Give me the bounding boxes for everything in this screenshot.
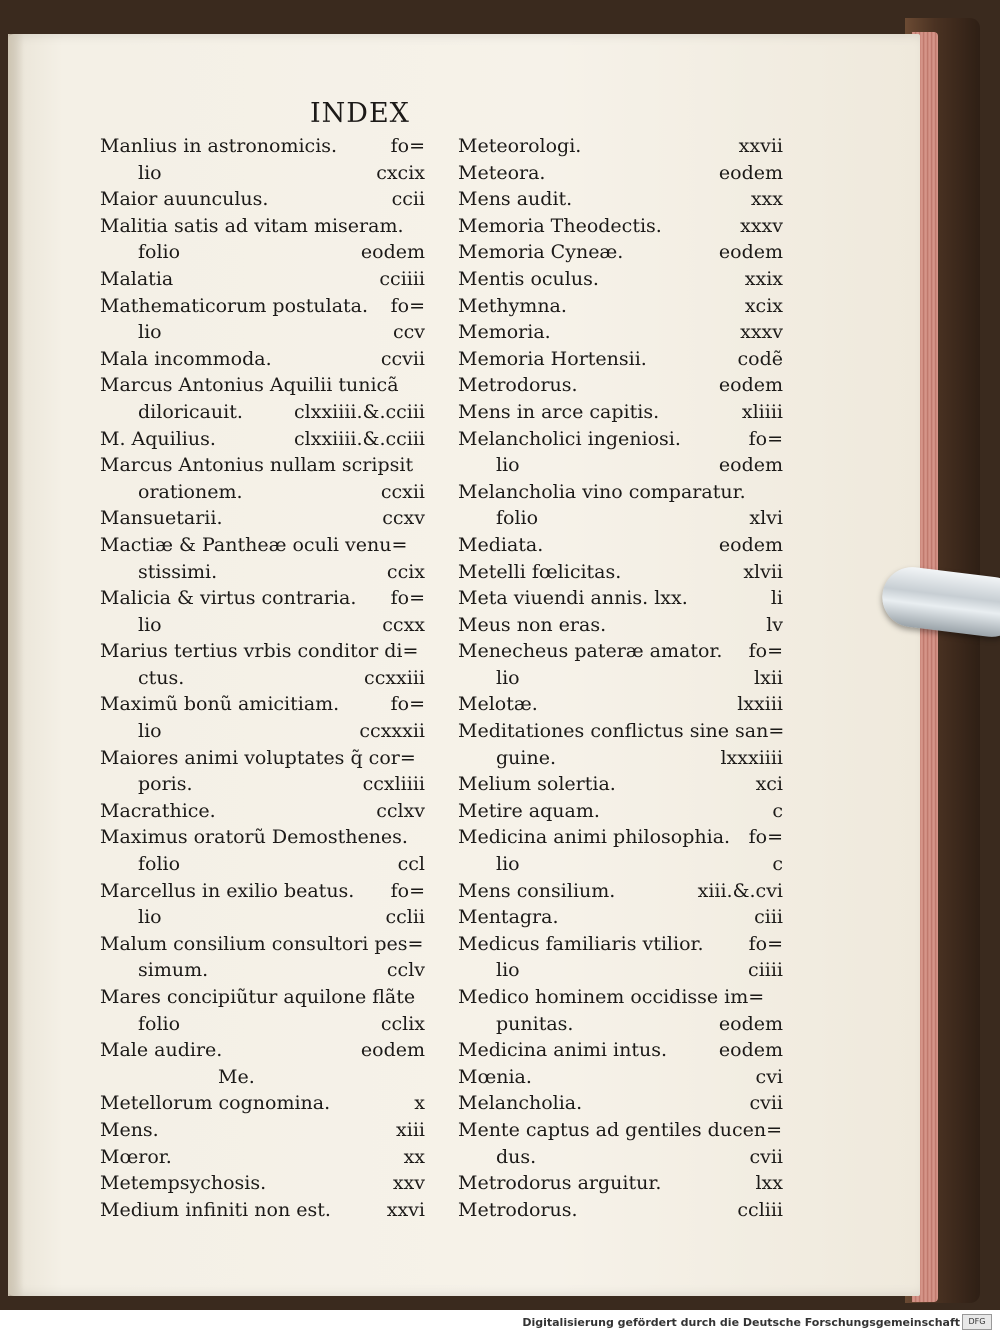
index-entry [100, 851, 425, 878]
index-entry-page: ccxv [382, 507, 425, 530]
index-entry [458, 957, 783, 984]
index-entry [100, 1090, 425, 1117]
index-entry-page: ccxliiii [362, 773, 425, 796]
index-entry-text: Manlius in astronomicis. [100, 135, 338, 157]
index-entry [100, 904, 425, 931]
index-entry [100, 186, 425, 213]
index-entry-text: lio [496, 959, 520, 982]
index-entry [100, 745, 425, 772]
index-entry-text: diloricauit. [138, 400, 243, 423]
index-entry-page: c [772, 799, 783, 822]
page-header: INDEX [310, 98, 410, 129]
index-entry [100, 665, 425, 692]
index-entry-page: li [770, 587, 783, 610]
index-entry-text: Medicina animi intus. [458, 1039, 668, 1062]
index-entry-text: lio [138, 906, 162, 929]
index-entry-page: xxvi [386, 1198, 425, 1221]
index-entry-text: stissimi. [138, 560, 218, 583]
index-entry [458, 1037, 783, 1064]
index-entry-page: cvi [755, 1065, 783, 1088]
index-entry-page: ccii [391, 188, 425, 211]
index-entry-text: Mente captus ad gentiles ducen= [458, 1118, 783, 1141]
index-entry-page: xlvi [749, 507, 783, 530]
index-entry [100, 1144, 425, 1171]
index-entry-page: lxx [755, 1172, 783, 1195]
index-entry-page: cvii [749, 1145, 783, 1168]
index-entry-text: dus. [496, 1145, 537, 1168]
index-entry-page: eodem [718, 533, 783, 556]
index-entry [458, 931, 783, 958]
index-entry [100, 984, 425, 1011]
index-entry-text: Metelli fœlicitas. [458, 560, 622, 583]
index-entry [100, 612, 425, 639]
index-entry-text: Melium solertia. [458, 773, 616, 796]
index-entry-page: eodem [718, 374, 783, 397]
index-entry-text: Mens audit. [458, 188, 573, 211]
index-entry-page: ccxx [382, 613, 425, 636]
index-entry [458, 771, 783, 798]
index-entry-text: Mathematicorum postulata. [100, 294, 369, 317]
index-entry-text: Maiores animi voluptates q̃ cor= [100, 746, 416, 769]
index-entry-page: xiii.&.cvi [697, 879, 783, 902]
index-entry-page: codẽ [737, 347, 783, 370]
index-entry [100, 559, 425, 586]
index-entry-text: Meus non eras. [458, 613, 607, 636]
index-entry [100, 239, 425, 266]
index-entry-text: Malum consilium consultori pes= [100, 932, 424, 955]
index-entry-text: Mares concipiũtur aquilone flãte [100, 986, 416, 1008]
index-entry [100, 133, 425, 160]
index-entry-text: Medicus familiaris vtilior. [458, 932, 704, 955]
index-entry-page: eodem [360, 1039, 425, 1062]
index-entry-text: Mens. [100, 1118, 159, 1141]
index-entry [458, 293, 783, 320]
index-entry [100, 372, 425, 399]
index-entry-text: folio [138, 1012, 181, 1035]
index-entry-page: ciii [754, 906, 783, 929]
index-entry-text: guine. [496, 746, 556, 769]
index-entry-page: cclii [385, 906, 425, 929]
index-entry-page: fo= [390, 587, 425, 610]
index-entry-page: xiii [396, 1118, 425, 1141]
index-entry-page: lxxxiiii [720, 746, 783, 769]
index-entry-page: lxxiii [737, 693, 783, 716]
index-entry-text: ctus. [138, 666, 185, 689]
index-entry-page: fo= [748, 640, 783, 663]
index-entry-text: Meta viuendi annis. lxx. [458, 587, 688, 610]
index-entry-page: cvii [749, 1092, 783, 1115]
index-entry-page: xxxv [740, 321, 783, 344]
index-entry-page: ccliii [737, 1198, 783, 1221]
index-entry-page: x [414, 1092, 425, 1115]
index-entry [458, 745, 783, 772]
index-entry [458, 612, 783, 639]
index-entry-page: xxxv [740, 214, 783, 237]
index-entry-page: cxcix [376, 161, 425, 184]
index-entry-page: eodem [718, 454, 783, 477]
index-entry [100, 346, 425, 373]
index-entry-page: eodem [718, 161, 783, 184]
index-entry-text: Mansuetarii. [100, 507, 223, 530]
index-entry-page: cclix [380, 1012, 425, 1035]
index-column-right [458, 133, 783, 1223]
index-entry [458, 1064, 783, 1091]
index-entry-page: fo= [390, 294, 425, 317]
index-entry-text: Medicina animi philosophia. [458, 826, 731, 849]
index-entry [100, 399, 425, 426]
index-entry [458, 479, 783, 506]
index-entry-page: xci [755, 773, 783, 796]
index-entry-page: ccix [386, 560, 425, 583]
index-entry-text: folio [496, 507, 539, 530]
index-entry [100, 1197, 425, 1224]
index-entry [458, 1144, 783, 1171]
index-entry-text: Mentagra. [458, 906, 559, 929]
index-entry-text: Malicia & virtus contraria. [100, 587, 357, 610]
index-entry-text: Malatia [100, 267, 174, 290]
index-entry-page: xxvii [738, 135, 783, 157]
index-entry-text: punitas. [496, 1012, 574, 1035]
index-entry-text: orationem. [138, 480, 243, 503]
index-entry-text: Medico hominem occidisse im= [458, 986, 765, 1008]
index-entry [458, 399, 783, 426]
index-entry [458, 266, 783, 293]
index-entry-page: lxii [754, 666, 783, 689]
index-entry [100, 479, 425, 506]
index-entry [458, 585, 783, 612]
index-entry-page: xcix [744, 294, 783, 317]
index-entry-text: Mediata. [458, 533, 544, 556]
index-entry [100, 1170, 425, 1197]
index-entry-text: Mactiæ & Pantheæ oculi venu= [100, 533, 408, 556]
index-entry [100, 771, 425, 798]
index-entry [458, 1090, 783, 1117]
index-entry [100, 931, 425, 958]
index-entry [100, 160, 425, 187]
index-entry [100, 505, 425, 532]
index-entry-page: fo= [748, 427, 783, 450]
index-entry [458, 505, 783, 532]
index-entry [458, 1117, 783, 1144]
index-entry-page: xx [403, 1145, 425, 1168]
index-entry-text: Male audire. [100, 1039, 223, 1062]
index-entry [458, 878, 783, 905]
index-entry [458, 718, 783, 745]
index-entry-text: lio [138, 613, 162, 636]
index-entry-text: Marcus Antonius Aquilii tunicã [100, 374, 399, 397]
index-entry [100, 1117, 425, 1144]
index-entry [458, 665, 783, 692]
index-entry [458, 904, 783, 931]
index-entry-page: eodem [718, 1039, 783, 1062]
index-entry [100, 266, 425, 293]
index-entry [458, 798, 783, 825]
page-gutter [8, 34, 24, 1296]
index-entry [458, 559, 783, 586]
index-entry-text: Memoria Hortensii. [458, 347, 647, 370]
index-entry [100, 213, 425, 240]
index-entry [458, 532, 783, 559]
index-entry [458, 346, 783, 373]
index-entry-text: Meteorologi. [458, 135, 582, 157]
index-entry-page: ccxxxii [359, 720, 425, 743]
index-entry-page: ccl [397, 853, 425, 876]
index-entry [458, 186, 783, 213]
index-entry-page: lv [766, 613, 783, 636]
index-entry-page: eodem [718, 241, 783, 264]
index-entry-page: fo= [748, 932, 783, 955]
index-entry-page: fo= [390, 135, 425, 157]
index-entry-text: lio [496, 853, 520, 876]
index-entry-text: folio [138, 853, 181, 876]
index-entry [100, 319, 425, 346]
index-entry [458, 426, 783, 453]
index-entry-page: eodem [718, 1012, 783, 1035]
index-entry [100, 452, 425, 479]
index-entry-page: xliiii [741, 400, 783, 423]
index-entry [100, 878, 425, 905]
index-entry-text: Maior auunculus. [100, 188, 269, 211]
index-entry [100, 293, 425, 320]
index-entry [100, 585, 425, 612]
index-entry-page: ccxxiii [364, 666, 425, 689]
index-entry-page: xxx [750, 188, 783, 211]
index-column-left [100, 133, 425, 1223]
index-entry [100, 1064, 425, 1091]
index-entry-text: simum. [138, 959, 209, 982]
index-entry-page: fo= [390, 879, 425, 902]
index-entry-page: ccxii [380, 480, 425, 503]
index-entry-page: cclv [386, 959, 425, 982]
index-entry-page: xlvii [743, 560, 783, 583]
index-entry-text: M. Aquilius. [100, 427, 216, 450]
index-entry-text: Methymna. [458, 294, 567, 317]
index-entry [458, 1170, 783, 1197]
index-entry-page: cclxv [376, 799, 425, 822]
index-entry [458, 133, 783, 160]
index-entry-page: fo= [748, 826, 783, 849]
index-entry [458, 160, 783, 187]
index-entry [100, 1011, 425, 1038]
index-entry-page: ciiii [748, 959, 783, 982]
index-entry-text: Memoria Theodectis. [458, 214, 662, 237]
funding-credit: Digitalisierung gefördert durch die Deutsche Forschungsgemeinschaft [522, 1316, 960, 1329]
index-entry-text: Marcus Antonius nullam scripsit [100, 454, 414, 477]
index-entry-text: Metrodorus. [458, 1198, 578, 1221]
index-entry-text: Mala incommoda. [100, 347, 272, 370]
index-entry [100, 798, 425, 825]
index-entry-text: Meteora. [458, 161, 546, 184]
index-entry-text: Malitia satis ad vitam miseram. [100, 214, 404, 237]
index-entry-text: folio [138, 241, 181, 264]
index-entry-text: Melotæ. [458, 693, 538, 716]
index-entry-page: clxxiiii.&.cciii [294, 400, 425, 423]
index-entry-text: Mentis oculus. [458, 267, 599, 290]
index-entry-text: Memoria. [458, 321, 551, 344]
index-entry [458, 452, 783, 479]
index-entry [458, 213, 783, 240]
index-entry-text: poris. [138, 773, 193, 796]
index-entry [458, 851, 783, 878]
index-entry-text: Melancholia vino comparatur. [458, 480, 746, 503]
index-entry [458, 638, 783, 665]
index-entry-text: Metire aquam. [458, 799, 600, 822]
index-entry-text: Metempsychosis. [100, 1172, 267, 1195]
index-entry-text: Medium infiniti non est. [100, 1198, 331, 1221]
index-entry-text: Melancholici ingeniosi. [458, 427, 681, 450]
index-entry-page: fo= [390, 693, 425, 716]
index-entry-page: c [772, 853, 783, 876]
index-entry-text: Mens consilium. [458, 879, 616, 902]
index-entry [100, 718, 425, 745]
index-entry [100, 691, 425, 718]
index-entry-text: Melancholia. [458, 1092, 583, 1115]
index-entry-page: cciiii [379, 267, 425, 290]
index-entry-text: Metellorum cognomina. [100, 1092, 331, 1115]
index-entry-text: Marcellus in exilio beatus. [100, 879, 355, 902]
index-entry [100, 957, 425, 984]
index-entry-text: Menecheus pateræ amator. [458, 640, 723, 663]
index-entry-text: Mœnia. [458, 1065, 532, 1088]
index-entry-text: Metrodorus. [458, 374, 578, 397]
index-entry-text: Mens in arce capitis. [458, 400, 660, 423]
index-entry [100, 638, 425, 665]
index-entry-page: xxix [744, 267, 783, 290]
index-entry-text: Maximus oratorũ Demosthenes. [100, 826, 408, 849]
index-entry [458, 984, 783, 1011]
index-entry-text: Metrodorus arguitur. [458, 1172, 662, 1195]
index-entry [458, 372, 783, 399]
index-entry [100, 426, 425, 453]
index-entry [100, 532, 425, 559]
index-entry-text: Marius tertius vrbis conditor di= [100, 640, 419, 663]
index-entry [458, 239, 783, 266]
index-entry [458, 824, 783, 851]
dfg-logo: DFG [962, 1314, 992, 1330]
index-entry-text: Memoria Cyneæ. [458, 241, 624, 264]
index-entry [458, 1011, 783, 1038]
index-entry-text: lio [138, 321, 162, 344]
index-entry [458, 319, 783, 346]
index-entry-text: Macrathice. [100, 799, 216, 822]
index-entry-page: ccvii [380, 347, 425, 370]
index-entry-text: lio [138, 161, 162, 184]
index-entry-page: xxv [392, 1172, 425, 1195]
index-entry-text: Me. [218, 1065, 255, 1088]
index-entry-text: Meditationes conflictus sine san= [458, 720, 785, 743]
index-entry-page: clxxiiii.&.cciii [294, 427, 425, 450]
index-entry-text: lio [496, 666, 520, 689]
index-entry-page: eodem [360, 241, 425, 264]
index-entry-page: ccv [392, 321, 425, 344]
index-entry [100, 824, 425, 851]
index-entry-text: lio [138, 720, 162, 743]
index-entry-text: Mœror. [100, 1145, 172, 1168]
index-entry [100, 1037, 425, 1064]
index-entry [458, 1197, 783, 1224]
index-entry-text: Maximũ bonũ amicitiam. [100, 693, 340, 716]
index-entry [458, 691, 783, 718]
index-entry-text: lio [496, 454, 520, 477]
